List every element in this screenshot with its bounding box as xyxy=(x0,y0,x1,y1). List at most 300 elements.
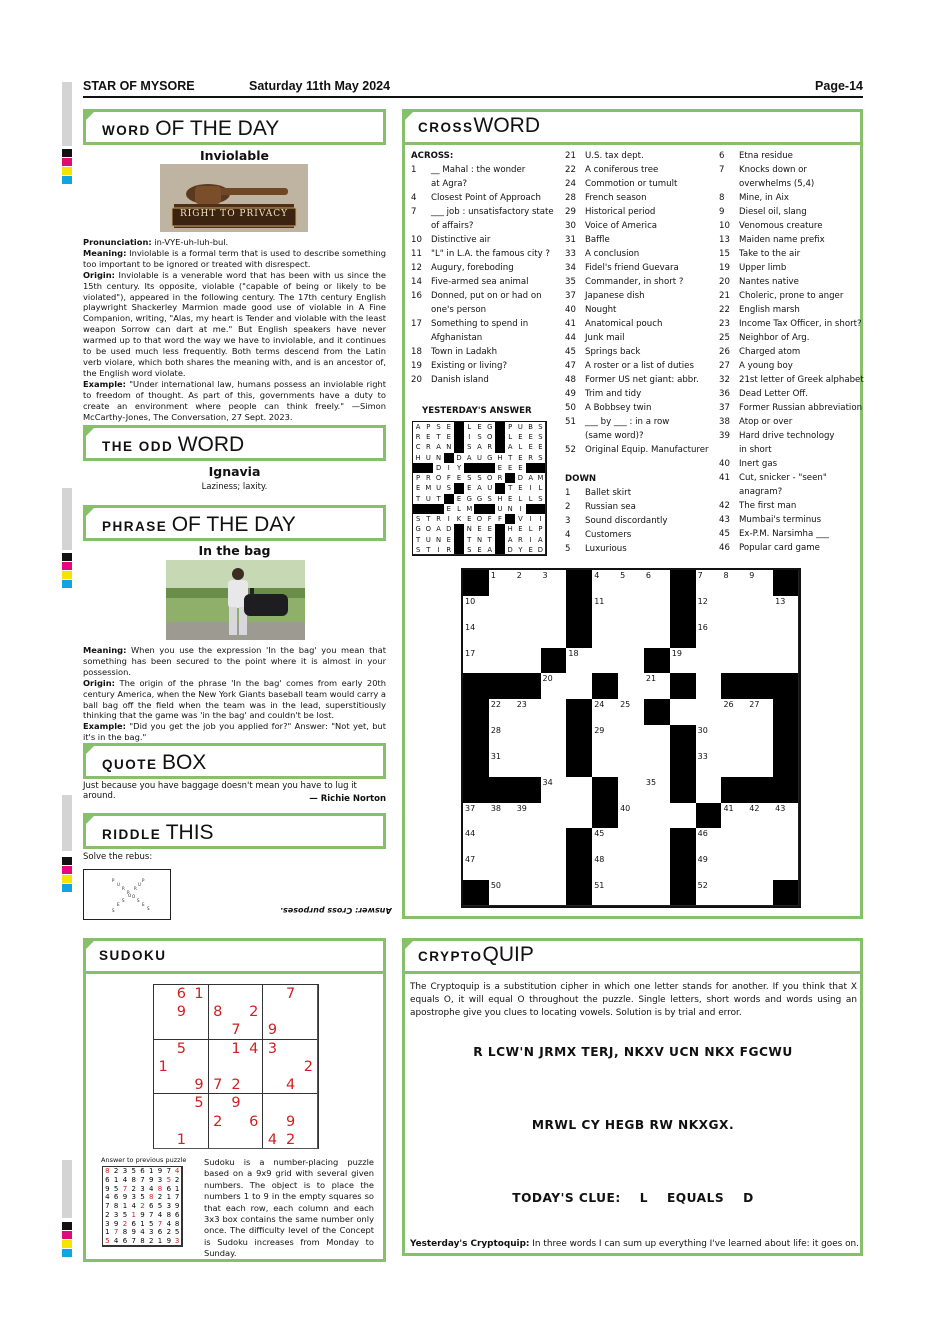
sudoku-empty-cell[interactable] xyxy=(172,1076,191,1095)
previous-answer-cell: 8 xyxy=(129,1176,139,1186)
clue-line: 30 Voice of America xyxy=(565,221,658,231)
crossword-cell[interactable] xyxy=(644,751,671,778)
crossword-cell[interactable] xyxy=(721,570,748,597)
color-mark-yellow xyxy=(62,571,72,579)
crossword-cell[interactable] xyxy=(696,622,723,649)
answer-cell: O xyxy=(423,524,434,535)
black-square xyxy=(773,777,799,804)
sudoku-empty-cell[interactable] xyxy=(245,1131,264,1149)
crossword-cell[interactable] xyxy=(463,854,490,881)
crossword-cell[interactable] xyxy=(566,673,593,700)
answer-cell: T xyxy=(413,494,424,505)
crossword-cell[interactable] xyxy=(566,648,593,675)
sudoku-empty-cell[interactable] xyxy=(282,1058,301,1077)
crossword-cell[interactable] xyxy=(541,673,568,700)
crossword-cell[interactable] xyxy=(489,725,516,752)
answer-cell: O xyxy=(485,432,496,443)
crossword-cell[interactable] xyxy=(592,751,619,778)
sudoku-empty-cell[interactable] xyxy=(172,1094,191,1113)
sudoku-empty-cell[interactable] xyxy=(245,1076,264,1095)
previous-answer-cell: 7 xyxy=(173,1193,182,1203)
crossword-cell[interactable] xyxy=(696,648,723,675)
crossword-cell[interactable] xyxy=(515,803,542,830)
black-square xyxy=(670,673,697,700)
crossword-cell[interactable] xyxy=(670,648,697,675)
answer-cell: H xyxy=(495,494,506,505)
sudoku-empty-cell[interactable] xyxy=(227,985,246,1004)
clue-number: 46 xyxy=(697,829,708,839)
sudoku-empty-cell[interactable] xyxy=(263,1003,282,1022)
previous-answer-cell: 6 xyxy=(156,1228,166,1238)
crossword-cell[interactable] xyxy=(721,596,748,623)
previous-answer-cell: 7 xyxy=(147,1211,157,1221)
crossword-cell[interactable] xyxy=(747,854,774,881)
sudoku-empty-cell[interactable] xyxy=(300,1021,318,1040)
crossword-cell[interactable] xyxy=(592,648,619,675)
answer-cell: E xyxy=(515,453,526,464)
clue-number: 21 xyxy=(645,674,657,684)
crossword-cell[interactable] xyxy=(592,596,619,623)
crossword-cell[interactable] xyxy=(721,828,748,855)
sudoku-given: 1 xyxy=(172,1131,191,1149)
issue-date: Saturday 11th May 2024 xyxy=(249,79,391,93)
crossword-cell[interactable] xyxy=(721,622,748,649)
crossword-cell[interactable] xyxy=(747,725,774,752)
crossword-cell[interactable] xyxy=(618,570,645,597)
answer-cell: T xyxy=(505,453,516,464)
crossword-cell[interactable] xyxy=(515,622,542,649)
crossword-cell[interactable] xyxy=(644,880,671,906)
clue-line: 35 Commander, in short ? xyxy=(565,277,684,287)
crossword-cell[interactable] xyxy=(773,622,799,649)
previous-answer-cell: 8 xyxy=(112,1202,122,1212)
answer-cell: A xyxy=(505,442,516,453)
crossword-cell[interactable] xyxy=(696,570,723,597)
phrase-text: In the bag xyxy=(198,543,271,558)
crossword-cell[interactable] xyxy=(747,880,774,906)
crossword-cell[interactable] xyxy=(618,880,645,906)
crossword-cell[interactable] xyxy=(747,803,774,830)
previous-answer-cell: 9 xyxy=(112,1220,122,1230)
crossword-cell[interactable] xyxy=(515,648,542,675)
sudoku-empty-cell[interactable] xyxy=(172,1113,191,1132)
previous-answer-cell: 2 xyxy=(138,1202,148,1212)
svg-text:R: R xyxy=(122,886,125,891)
sudoku-empty-cell[interactable] xyxy=(190,1003,209,1022)
clue-line: 50 A Bobbsey twin xyxy=(565,403,652,413)
sudoku-empty-cell[interactable] xyxy=(190,1058,209,1077)
crossword-cell[interactable] xyxy=(489,699,516,726)
black-square xyxy=(541,648,568,675)
odd-word-heading xyxy=(83,425,386,461)
sudoku-empty-cell[interactable] xyxy=(227,1113,246,1132)
color-mark-cyan xyxy=(62,1249,72,1257)
crossword-cell[interactable] xyxy=(592,699,619,726)
sudoku-empty-cell[interactable] xyxy=(209,1040,228,1059)
crossword-cell[interactable] xyxy=(618,648,645,675)
crossword-cell[interactable] xyxy=(515,570,542,597)
svg-text:P: P xyxy=(127,890,130,895)
sudoku-empty-cell[interactable] xyxy=(227,1058,246,1077)
sudoku-empty-cell[interactable] xyxy=(300,1003,318,1022)
answer-cell: G xyxy=(474,494,485,505)
svg-text:U: U xyxy=(117,882,120,887)
crossword-cell[interactable] xyxy=(773,596,799,623)
crossword-cell[interactable] xyxy=(721,751,748,778)
crossword-cell[interactable] xyxy=(463,596,490,623)
crossword-cell[interactable] xyxy=(618,854,645,881)
sudoku-empty-cell[interactable] xyxy=(209,1021,228,1040)
answer-cell: P xyxy=(413,473,424,484)
crossword-cell[interactable] xyxy=(721,880,748,906)
answer-cell: E xyxy=(505,494,516,505)
clue-line: 22 A coniferous tree xyxy=(565,165,659,175)
answer-cell: T xyxy=(485,535,496,546)
sudoku-empty-cell[interactable] xyxy=(263,1094,282,1113)
sudoku-empty-cell[interactable] xyxy=(300,1113,318,1132)
crossword-cell[interactable] xyxy=(489,596,516,623)
crossword-cell[interactable] xyxy=(463,828,490,855)
sudoku-empty-cell[interactable] xyxy=(263,1113,282,1132)
sudoku-empty-cell[interactable] xyxy=(245,1021,264,1040)
sudoku-empty-cell[interactable] xyxy=(263,985,282,1004)
crossword-cell[interactable] xyxy=(618,622,645,649)
crossword-cell[interactable] xyxy=(721,803,748,830)
crossword-cell[interactable] xyxy=(541,854,568,881)
crossword-cell[interactable] xyxy=(696,777,723,804)
sudoku-empty-cell[interactable] xyxy=(172,1058,191,1077)
answer-cell: G xyxy=(485,453,496,464)
sudoku-given: 4 xyxy=(245,1040,264,1059)
sudoku-empty-cell[interactable] xyxy=(190,1021,209,1040)
crossword-cell[interactable] xyxy=(644,673,671,700)
crossword-cell[interactable] xyxy=(566,803,593,830)
answer-cell: D xyxy=(536,545,546,555)
yesterday-answer-grid xyxy=(412,421,547,556)
clue-line: 48 Former US net giant: abbr. xyxy=(565,375,699,385)
crossword-cell[interactable] xyxy=(592,725,619,752)
crossword-cell[interactable] xyxy=(566,777,593,804)
sudoku-empty-cell[interactable] xyxy=(227,1003,246,1022)
color-mark-cyan xyxy=(62,176,72,184)
clue-line: 40 Inert gas xyxy=(719,459,778,469)
answer-cell: T xyxy=(505,483,516,494)
previous-answer-cell: 3 xyxy=(121,1167,131,1177)
sudoku-empty-cell[interactable] xyxy=(282,1003,301,1022)
sudoku-empty-cell[interactable] xyxy=(282,1040,301,1059)
crossword-cell[interactable] xyxy=(773,648,799,675)
crossword-cell[interactable] xyxy=(618,699,645,726)
sudoku-empty-cell[interactable] xyxy=(154,1003,173,1022)
crossword-cell[interactable] xyxy=(721,725,748,752)
clue-number: 14 xyxy=(465,622,476,632)
word-of-day-heading xyxy=(83,109,386,145)
clue-number: 25 xyxy=(620,700,631,710)
sudoku-grid[interactable] xyxy=(153,984,319,1149)
sudoku-empty-cell[interactable] xyxy=(300,1076,318,1095)
crossword-cell[interactable] xyxy=(696,828,723,855)
crossword-cell[interactable] xyxy=(592,854,619,881)
crossword-cell[interactable] xyxy=(747,570,774,597)
crossword-cell[interactable] xyxy=(696,699,723,726)
crossword-cell[interactable] xyxy=(696,596,723,623)
crossword-cell[interactable] xyxy=(644,570,671,597)
answer-cell: I xyxy=(464,432,475,443)
sudoku-empty-cell[interactable] xyxy=(263,1076,282,1095)
crossword-cell[interactable] xyxy=(644,622,671,649)
crossword-cell[interactable] xyxy=(618,828,645,855)
crossword-cell[interactable] xyxy=(515,751,542,778)
crossword-cell[interactable] xyxy=(747,828,774,855)
black-square xyxy=(566,596,593,623)
crossword-cell[interactable] xyxy=(618,751,645,778)
crossword-cell[interactable] xyxy=(696,725,723,752)
sudoku-empty-cell[interactable] xyxy=(227,1131,246,1149)
crossword-cell[interactable] xyxy=(515,880,542,906)
crossword-cell[interactable] xyxy=(644,854,671,881)
clue-line: 34 Fidel's friend Guevara xyxy=(565,263,679,273)
crossword-cell[interactable] xyxy=(747,622,774,649)
crossword-cell[interactable] xyxy=(463,622,490,649)
sudoku-empty-cell[interactable] xyxy=(154,985,173,1004)
clue-number: 3 xyxy=(542,571,548,580)
answer-cell: U xyxy=(423,535,434,546)
sudoku-empty-cell[interactable] xyxy=(245,1094,264,1113)
crossword-cell[interactable] xyxy=(489,648,516,675)
clue-number: 4 xyxy=(594,571,600,580)
clue-number: 27 xyxy=(749,700,760,710)
black-square xyxy=(566,622,593,649)
page-number: Page-14 xyxy=(815,79,863,93)
answer-cell: P xyxy=(505,422,516,433)
sudoku-empty-cell[interactable] xyxy=(300,1094,318,1113)
crossword-cell[interactable] xyxy=(541,596,568,623)
clue-line: 41 Anatomical pouch xyxy=(565,319,663,329)
crossword-cell[interactable] xyxy=(618,777,645,804)
sudoku-empty-cell[interactable] xyxy=(154,1021,173,1040)
sudoku-empty-cell[interactable] xyxy=(209,1058,228,1077)
crossword-cell[interactable] xyxy=(515,725,542,752)
crossword-cell[interactable] xyxy=(721,699,748,726)
previous-answer-cell: 8 xyxy=(121,1228,131,1238)
color-mark-magenta xyxy=(62,562,72,570)
answer-cell: I xyxy=(526,535,537,546)
svg-text:E: E xyxy=(142,902,145,907)
answer-cell: U xyxy=(515,422,526,433)
crossword-cell[interactable] xyxy=(618,803,645,830)
color-mark-black xyxy=(62,553,72,561)
sudoku-empty-cell[interactable] xyxy=(154,1131,173,1149)
answer-cell: R xyxy=(413,432,424,443)
previous-answer-cell: 3 xyxy=(103,1220,113,1230)
crossword-cell[interactable] xyxy=(747,699,774,726)
answer-cell: S xyxy=(413,545,424,555)
quote-text: Just because you have baggage doesn't mean you have to lug it around. xyxy=(83,781,357,801)
clue-number: 38 xyxy=(490,803,502,813)
answer-cell: G xyxy=(485,422,496,433)
crossword-cell[interactable] xyxy=(541,699,568,726)
crossword-cell[interactable] xyxy=(515,596,542,623)
crossword-cell[interactable] xyxy=(747,596,774,623)
crossword-cell[interactable] xyxy=(644,803,671,830)
phrase-body: Meaning: When you use the expression 'In the bag' you mean that something has been secured to the point where it is almost in your possession. Origin: The origin of the phrase 'In the bag' comes from early 20th century America, when the New York Giants baseball team would carry a ball bag off the field when the team was in the lead, superstitiously thinking that the game was 'in the bag' and couldn't be lost. Example: "Did you get the job you applied for?" Answer: "Not yet, but it's in the bag." xyxy=(83,645,386,743)
clue-number: 11 xyxy=(594,596,605,606)
sudoku-given: 5 xyxy=(190,1094,209,1113)
crossword-cell[interactable] xyxy=(696,880,723,906)
crossword-cell[interactable] xyxy=(618,596,645,623)
sudoku-empty-cell[interactable] xyxy=(245,1058,264,1077)
crossword-cell[interactable] xyxy=(773,854,799,881)
crossword-cell[interactable] xyxy=(773,828,799,855)
previous-answer-cell: 3 xyxy=(129,1193,139,1203)
sudoku-empty-cell[interactable] xyxy=(282,1094,301,1113)
crossword-cell[interactable] xyxy=(644,828,671,855)
svg-text:E: E xyxy=(117,902,120,907)
sudoku-empty-cell[interactable] xyxy=(154,1040,173,1059)
clue-line: 16 Donned, put on or had on xyxy=(411,291,542,301)
clue-line: in short xyxy=(739,445,772,455)
crossword-cell[interactable] xyxy=(489,828,516,855)
svg-text:O: O xyxy=(132,894,136,899)
crossword-cell[interactable] xyxy=(515,699,542,726)
clue-line: 36 Dead Letter Off. xyxy=(719,389,808,399)
answer-cell: T xyxy=(433,432,444,443)
crossword-cell[interactable] xyxy=(541,828,568,855)
crossword-cell[interactable] xyxy=(541,880,568,906)
crossword-cell[interactable] xyxy=(489,803,516,830)
sudoku-empty-cell[interactable] xyxy=(209,1094,228,1113)
crossword-cell[interactable] xyxy=(515,854,542,881)
crossword-cell[interactable] xyxy=(696,854,723,881)
previous-answer-cell: 1 xyxy=(121,1202,131,1212)
answer-cell: R xyxy=(526,453,537,464)
sudoku-given: 1 xyxy=(190,985,209,1004)
sudoku-empty-cell[interactable] xyxy=(154,1094,173,1113)
previous-answer-cell: 1 xyxy=(147,1167,157,1177)
answer-cell: S xyxy=(536,494,546,505)
crossword-cell[interactable] xyxy=(696,673,723,700)
crossword-cell[interactable] xyxy=(489,570,516,597)
crossword-cell[interactable] xyxy=(670,803,697,830)
crossword-cell[interactable] xyxy=(592,880,619,906)
color-mark-yellow xyxy=(62,875,72,883)
sudoku-empty-cell[interactable] xyxy=(190,1113,209,1132)
sudoku-empty-cell[interactable] xyxy=(300,1040,318,1059)
black-square xyxy=(773,570,799,597)
sudoku-empty-cell[interactable] xyxy=(190,1131,209,1149)
crossword-cell[interactable] xyxy=(644,725,671,752)
crossword-cell[interactable] xyxy=(644,596,671,623)
crossword-cell[interactable] xyxy=(618,673,645,700)
clue-line: 7 ___ job : unsatisfactory state xyxy=(411,207,554,217)
clue-number: 12 xyxy=(697,596,708,606)
crossword-cell[interactable] xyxy=(670,699,697,726)
crossword-cell[interactable] xyxy=(592,622,619,649)
answer-cell: T xyxy=(413,535,424,546)
clue-number: 6 xyxy=(645,571,652,580)
answer-cell: I xyxy=(433,545,444,555)
crossword-cell[interactable] xyxy=(541,777,568,804)
sudoku-empty-cell[interactable] xyxy=(209,1131,228,1149)
sudoku-empty-cell[interactable] xyxy=(300,985,318,1004)
sudoku-given: 2 xyxy=(300,1058,318,1077)
sudoku-empty-cell[interactable] xyxy=(154,1076,173,1095)
sudoku-empty-cell[interactable] xyxy=(154,1113,173,1132)
sudoku-empty-cell[interactable] xyxy=(282,1021,301,1040)
crossword-cell[interactable] xyxy=(592,570,619,597)
page-header xyxy=(83,78,863,98)
down-heading: DOWN xyxy=(565,474,597,484)
cryptoquip-clue: TODAY'S CLUE: L EQUALS D xyxy=(512,1191,754,1205)
black-square xyxy=(566,570,593,597)
answer-cell: T xyxy=(423,545,434,555)
clue-number: 1 xyxy=(490,571,496,580)
crossword-cell[interactable] xyxy=(489,854,516,881)
answer-cell: S xyxy=(444,483,455,494)
clue-number: 24 xyxy=(594,700,605,710)
clue-number: 10 xyxy=(465,596,476,606)
margin-bar xyxy=(62,488,72,550)
crossword-cell[interactable] xyxy=(721,648,748,675)
crossword-cell[interactable] xyxy=(541,570,568,597)
section-title: CROSSWORD xyxy=(418,114,541,137)
answer-cell: E xyxy=(444,432,455,443)
clue-line: 2 Russian sea xyxy=(565,502,636,512)
crossword-cell[interactable] xyxy=(747,648,774,675)
sudoku-given: 7 xyxy=(209,1076,228,1095)
sudoku-empty-cell[interactable] xyxy=(245,985,264,1004)
crossword-cell[interactable] xyxy=(541,725,568,752)
sudoku-empty-cell[interactable] xyxy=(190,1040,209,1059)
crossword-cell[interactable] xyxy=(515,828,542,855)
sudoku-empty-cell[interactable] xyxy=(300,1131,318,1149)
crossword-cell[interactable] xyxy=(696,751,723,778)
crossword-cell[interactable] xyxy=(618,725,645,752)
crossword-cell[interactable] xyxy=(463,803,490,830)
crossword-cell[interactable] xyxy=(541,622,568,649)
previous-answer-cell: 4 xyxy=(121,1176,131,1186)
answer-cell: E xyxy=(464,483,475,494)
black-square xyxy=(773,751,799,778)
crossword-cell[interactable] xyxy=(489,622,516,649)
crossword-cell[interactable] xyxy=(747,751,774,778)
black-square xyxy=(463,751,490,778)
sudoku-empty-cell[interactable] xyxy=(209,985,228,1004)
sudoku-empty-cell[interactable] xyxy=(263,1058,282,1077)
corner-flag xyxy=(83,505,97,519)
crossword-cell[interactable] xyxy=(541,751,568,778)
black-square xyxy=(566,880,593,906)
crossword-cell[interactable] xyxy=(489,880,516,906)
crossword-cell[interactable] xyxy=(644,777,671,804)
answer-cell: L xyxy=(526,524,537,535)
clue-number: 17 xyxy=(465,648,476,658)
answer-cell: D xyxy=(444,524,455,535)
sudoku-empty-cell[interactable] xyxy=(172,1021,191,1040)
black-square xyxy=(721,777,748,804)
section-title: WORD OF THE DAY xyxy=(102,117,280,140)
crossword-cell[interactable] xyxy=(721,854,748,881)
crossword-cell[interactable] xyxy=(489,751,516,778)
previous-answer-cell: 7 xyxy=(164,1167,174,1177)
crossword-grid[interactable] xyxy=(461,568,801,908)
down-clues-col2 xyxy=(565,486,668,556)
crossword-cell[interactable] xyxy=(773,803,799,830)
crossword-cell[interactable] xyxy=(592,828,619,855)
answer-cell: E xyxy=(495,463,506,474)
crossword-cell[interactable] xyxy=(541,803,568,830)
crossword-cell[interactable] xyxy=(463,648,490,675)
